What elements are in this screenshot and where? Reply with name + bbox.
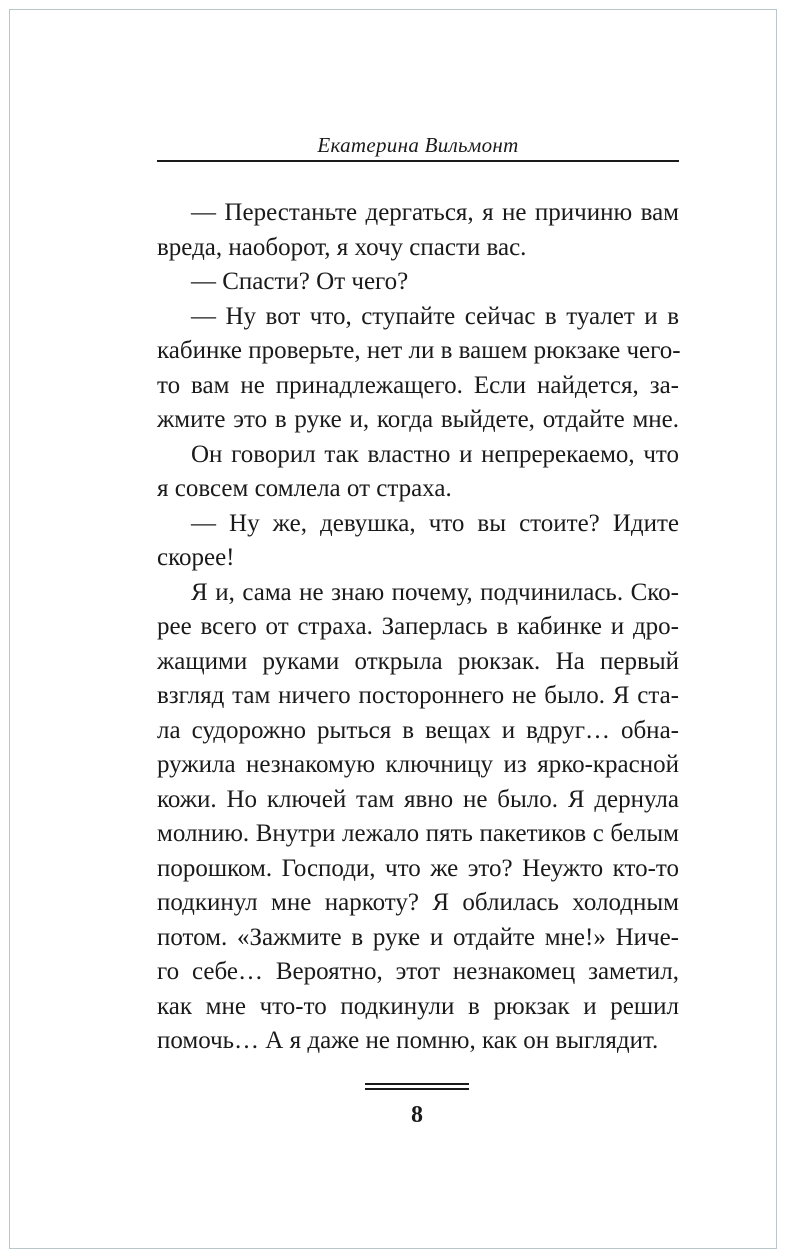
text-line: потом. «Зажмите в руке и отдайте мне!» Ниче- (157, 923, 679, 951)
text-line: скорее! (157, 544, 235, 571)
text-line: ла судорожно рыться в вещах и вдруг… обна- (157, 716, 679, 744)
text-line: порошком. Господи, что же это? Неужто кто-то (157, 854, 679, 882)
text-line: я совсем сомлела от страха. (157, 475, 452, 502)
text-line: взгляд там ничего постороннего не было. Я ста- (157, 682, 679, 709)
text-line: — Перестаньте дергаться, я не причиню вам (191, 199, 679, 226)
text-line: жмите это в руке и, когда выйдете, отдайте мне. (157, 406, 679, 433)
text-line: жащими руками открыла рюкзак. На первый (157, 647, 679, 675)
text-line: го себе… Вероятно, этот незнакомец заметил, (157, 958, 679, 985)
text-line: Я и, сама не знаю почему, подчинилась. Ско- (191, 578, 679, 606)
page-number: 8 (411, 1102, 423, 1128)
text-line: Он говорил так властно и непререкаемо, что (191, 440, 679, 468)
footer-double-rule (365, 1083, 469, 1093)
text-line: молнию. Внутри лежало пять пакетиков с белым (157, 820, 679, 847)
text-line: — Ну же, девушка, что вы стоите? Идите (191, 509, 679, 537)
text-line: — Спасти? От чего? (191, 268, 409, 295)
text-line: рее всего от страха. Заперлась в кабинке и дро- (157, 613, 679, 640)
text-line: кабинке проверьте, нет ли в вашем рюкзаке чего- (157, 337, 681, 364)
text-line: подкинул мне наркоту? Я облилась холодным (157, 889, 679, 916)
text-line: — Ну вот что, ступайте сейчас в туалет и в (191, 302, 679, 330)
text-line: кожи. Но ключей там явно не было. Я дернула (157, 785, 679, 813)
running-head-author: Екатерина Вильмонт (317, 133, 519, 157)
text-line: как мне что-то подкинули в рюкзак и решил (157, 992, 679, 1020)
body-text (157, 196, 679, 1059)
text-line: помочь… А я даже не помню, как он выглядит. (157, 1027, 659, 1054)
header-rule (157, 160, 679, 162)
text-line: то вам не принадлежащего. Если найдется, за- (157, 371, 679, 399)
text-line: ружила незнакомую ключницу из ярко-красной (157, 751, 679, 778)
text-line: вреда, наоборот, я хочу спасти вас. (157, 233, 527, 261)
